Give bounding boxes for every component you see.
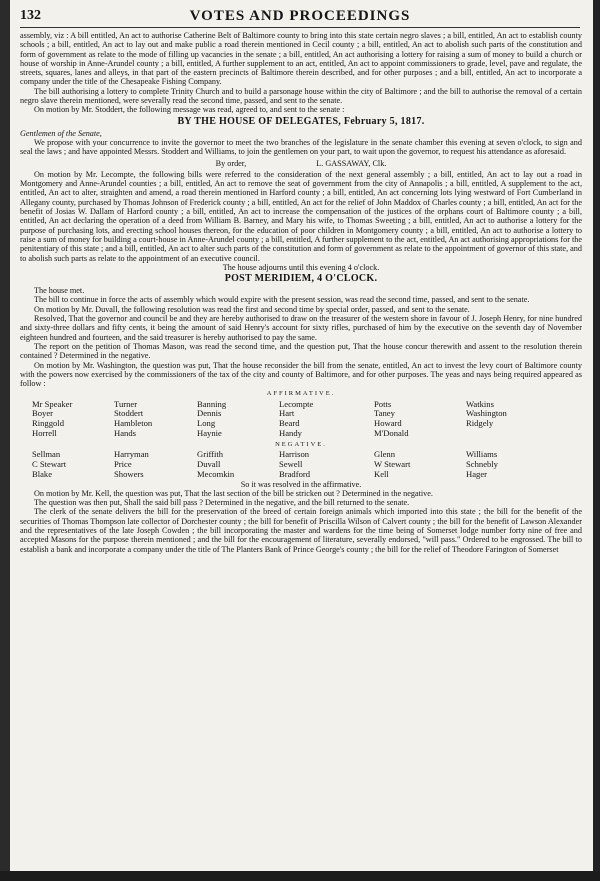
by-order: By order, [215,158,247,168]
vote-name: Hart [279,408,295,419]
negative-label: NEGATIVE. [275,440,327,448]
salutation: Gentlemen of the Senate, [20,128,102,138]
vote-name: Hager [466,468,487,479]
vote-name: Banning [197,398,227,409]
message-body: We propose with your concurrence to invite the governor to meet the two branches of the legislature in the senate chamber this evening at seven o'clock, to sign and seal the laws ; and have appointed Messrs. Stoddert and Williams, to join the gentlemen on your part, to wait upon the governor, to request his attendance as aforesaid. [20,137,582,157]
vote-name: Washington [466,408,507,419]
vote-name: Price [114,458,132,469]
paragraph: assembly, viz : A bill entitled, An act to authorise Catherine Belt of Baltimore county to bring into this state certain negro slaves ; a bill, entitled, An act to establish county schools ; a bill, entitled, An act to lay out and make public a road therein mentioned in Cecil county ; a bill, entitled, An act to abolish such parts of the constitution and form of government as relate to the mode of filling up vacancies in the senate ; a bill, entitled, An act authorising a lottery for raising a sum of money to build a church or house of worship in Anne-Arundel county ; a bill, entitled, A further supplement to an act, entitled, An act to appoint commissioners to grade, level, pave and regulate, the streets, squares, lanes and alleys, in that part of the eastern precincts of Baltimore therein described, and for other purposes ; and a bill, entitled, An act to incorporate a company under the title of the Chesapeake Fishing Company. [20,31,582,87]
paragraph: Resolved, That the governor and council be and they are hereby authorised to draw on the treasurer of the western shore in favour of J. Joseph Henry, for nine hundred and sixty-three dollars and fifty cents, it being the amount of said Henry's account for sixty rifles, purchased of him by the executive on the seventh day of November eighteen hundred and fourteen, and the said treasurer is hereby authorised to pay the same. [20,314,582,342]
paragraph: On motion by Mr. Lecompte, the following bills were referred to the consideration of the next general assembly ; a bill, entitled, An act to lay out a road in Montgomery and Anne-Arundel counties ; a bill, entitled, An act to remove the seat of government from the city of Annapolis ; a bill, entitled, A supplement to the act, entitled, An act to alter, straighten and amend, a road therein mentioned in Harford county ; a bill, entitled, An act concerning lots lying westward of Fort Cumberland in Allegany county, purchased by Thomas Johnson of Frederick county ; a bill, entitled, An act for the relief of John Maddox of Charles county ; a bill, entitled, An act for the benefit of Josias W. Dallam of Harford county ; a bill, entitled, An act to increase the compensation of the justices of the orphans court of Baltimore county ; a bill, entitled, An act declaring the operation of a deed from William B. Barney, and Mary his wife, to Thomas Sweeting ; a bill, entitled, An act to authorise a lottery for the purpose of purchasing lots, and erecting school houses thereon, for the education of poor children in Montgomery county ; a bill, entitled, An act to authorise a lottery to raise a sum of money for building a court-house in Anne-Arundel county ; a bill, entitled, A further supplement to the act, entitled, An act authorising appropriations for the penitentiary of this state ; and a bill, entitled, An act to alter such parts of the constitution and form of government as relate to the appointment of governor of this state, and to abolish such parts as relate to the appointment of an executive council. [20,169,582,263]
afternoon-heading: POST MERIDIEM, 4 O'CLOCK. [224,273,378,285]
vote-name: Mr Speaker [32,398,73,409]
vote-name: Lecompte [279,398,314,409]
vote-name: Long [197,418,216,429]
scan-left-border [0,0,10,881]
paragraph: On motion by Mr. Stoddert, the following message was read, agreed to, and sent to the senate : [34,105,345,115]
scan-right-border [593,0,600,881]
paragraph: The report on the petition of Thomas Mason, was read the second time, and the question put, That the house concur therewith and assent to the resolution therein contained ? Determined in the negative. [20,341,582,361]
vote-name: Blake [32,468,53,479]
vote-name: Ridgely [466,418,494,429]
page-number: 132 [20,8,41,23]
vote-name: Horrell [32,428,57,439]
scan-bottom-border [0,871,600,881]
clerk-signature: L. GASSAWAY, Clk. [316,158,387,168]
vote-name: Hambleton [114,418,153,429]
vote-name: Williams [466,449,498,460]
signature-block [20,159,582,168]
vote-name: Handy [279,428,302,439]
vote-name: C Stewart [32,458,67,469]
vote-name: Stoddert [114,408,144,419]
adjourn-note: The house adjourns until this evening 4 o'clock. [222,262,380,272]
document-body [20,31,582,554]
vote-name: Ringgold [32,418,64,429]
vote-name: Glenn [374,449,396,460]
affirmative-label: AFFIRMATIVE. [266,390,336,398]
running-head: VOTES AND PROCEEDINGS [189,8,411,24]
vote-result: So it was resolved in the affirmative. [240,479,362,489]
affirmative-votes [32,400,582,439]
message-heading: BY THE HOUSE OF DELEGATES, February 5, 1817. [177,115,425,127]
vote-name: Bradford [279,468,311,479]
paragraph: The clerk of the senate delivers the bill for the preservation of the breed of certain foreign animals which imported into this state ; the bill for the benefit of the securities of Thomas Thompson late collector of Dorchester county ; the bill for benefit of Priscilla Wilson of Calvert county ; the bill for the benefit of Lawson Alexander and the representatives of the late Joseph Cowden ; the bill incorporating the master and wardens for the time being of Somerset lodge number forty nine of free and accepted Masons for the purpose therein mentioned ; and the bill for the encouragement of literature, severally endorsed, "will pass." Ordered to be engrossed. The bill to establish a bank and incorporate a company under the title of The Planters Bank of Prince George's county ; the bill for the relief of Theodore Farington of Somerset [20,507,582,554]
paragraph: On motion by Mr. Kell, the question was put, That the last section of the bill be stricken out ? Determined in the negative. [34,488,433,498]
paragraph: The bill authorising a lottery to complete Trinity Church and to build a parsonage house within the city of Baltimore ; and the bill to authorise the removal of a certain negro slave therein mentioned, were severally read the second time, passed, and sent to the senate. [20,86,582,106]
vote-name: Beard [279,418,300,429]
vote-name: Boyer [32,408,54,419]
vote-name: Mecomkin [197,468,235,479]
vote-name: W Stewart [374,458,411,469]
vote-name: Turner [114,398,138,409]
vote-name: Hands [114,428,136,439]
vote-name: Duvall [197,458,221,469]
vote-name: Taney [374,408,395,419]
vote-name: Sewell [279,458,303,469]
paragraph: On motion by Mr. Duvall, the following resolution was read the first and second time by special order, passed, and sent to the senate. [34,304,470,314]
vote-name: Dennis [197,408,222,419]
vote-name: Sellman [32,449,61,460]
paragraph: The bill to continue in force the acts of assembly which would expire with the present session, was read the second time, passed, and sent to the senate. [34,295,530,305]
vote-name: Kell [374,468,389,479]
vote-name: Haynie [197,428,222,439]
vote-name: Howard [374,418,402,429]
negative-votes [32,450,582,479]
vote-name [466,429,576,439]
vote-name: Harryman [114,449,149,460]
vote-name: Watkins [466,398,494,409]
vote-name: Showers [114,468,144,479]
page-header [20,7,580,28]
vote-name: Potts [374,398,392,409]
paragraph: The house met. [34,286,85,296]
vote-name: Schnebly [466,458,498,469]
vote-name: Harrison [279,449,310,460]
vote-name: Griffith [197,449,224,460]
paragraph: The question was then put, Shall the said bill pass ? Determined in the negative, and the bill returned to the senate. [34,498,410,508]
paragraph: On motion by Mr. Washington, the question was put, That the house reconsider the bill from the senate, entitled, An act to invest the levy court of Baltimore county with the powers now exercised by the commissioners of the tax of the city and county of Baltimore, and for other purposes. The yeas and nays being required appeared as follow : [20,360,582,389]
vote-name: M'Donald [374,428,409,439]
